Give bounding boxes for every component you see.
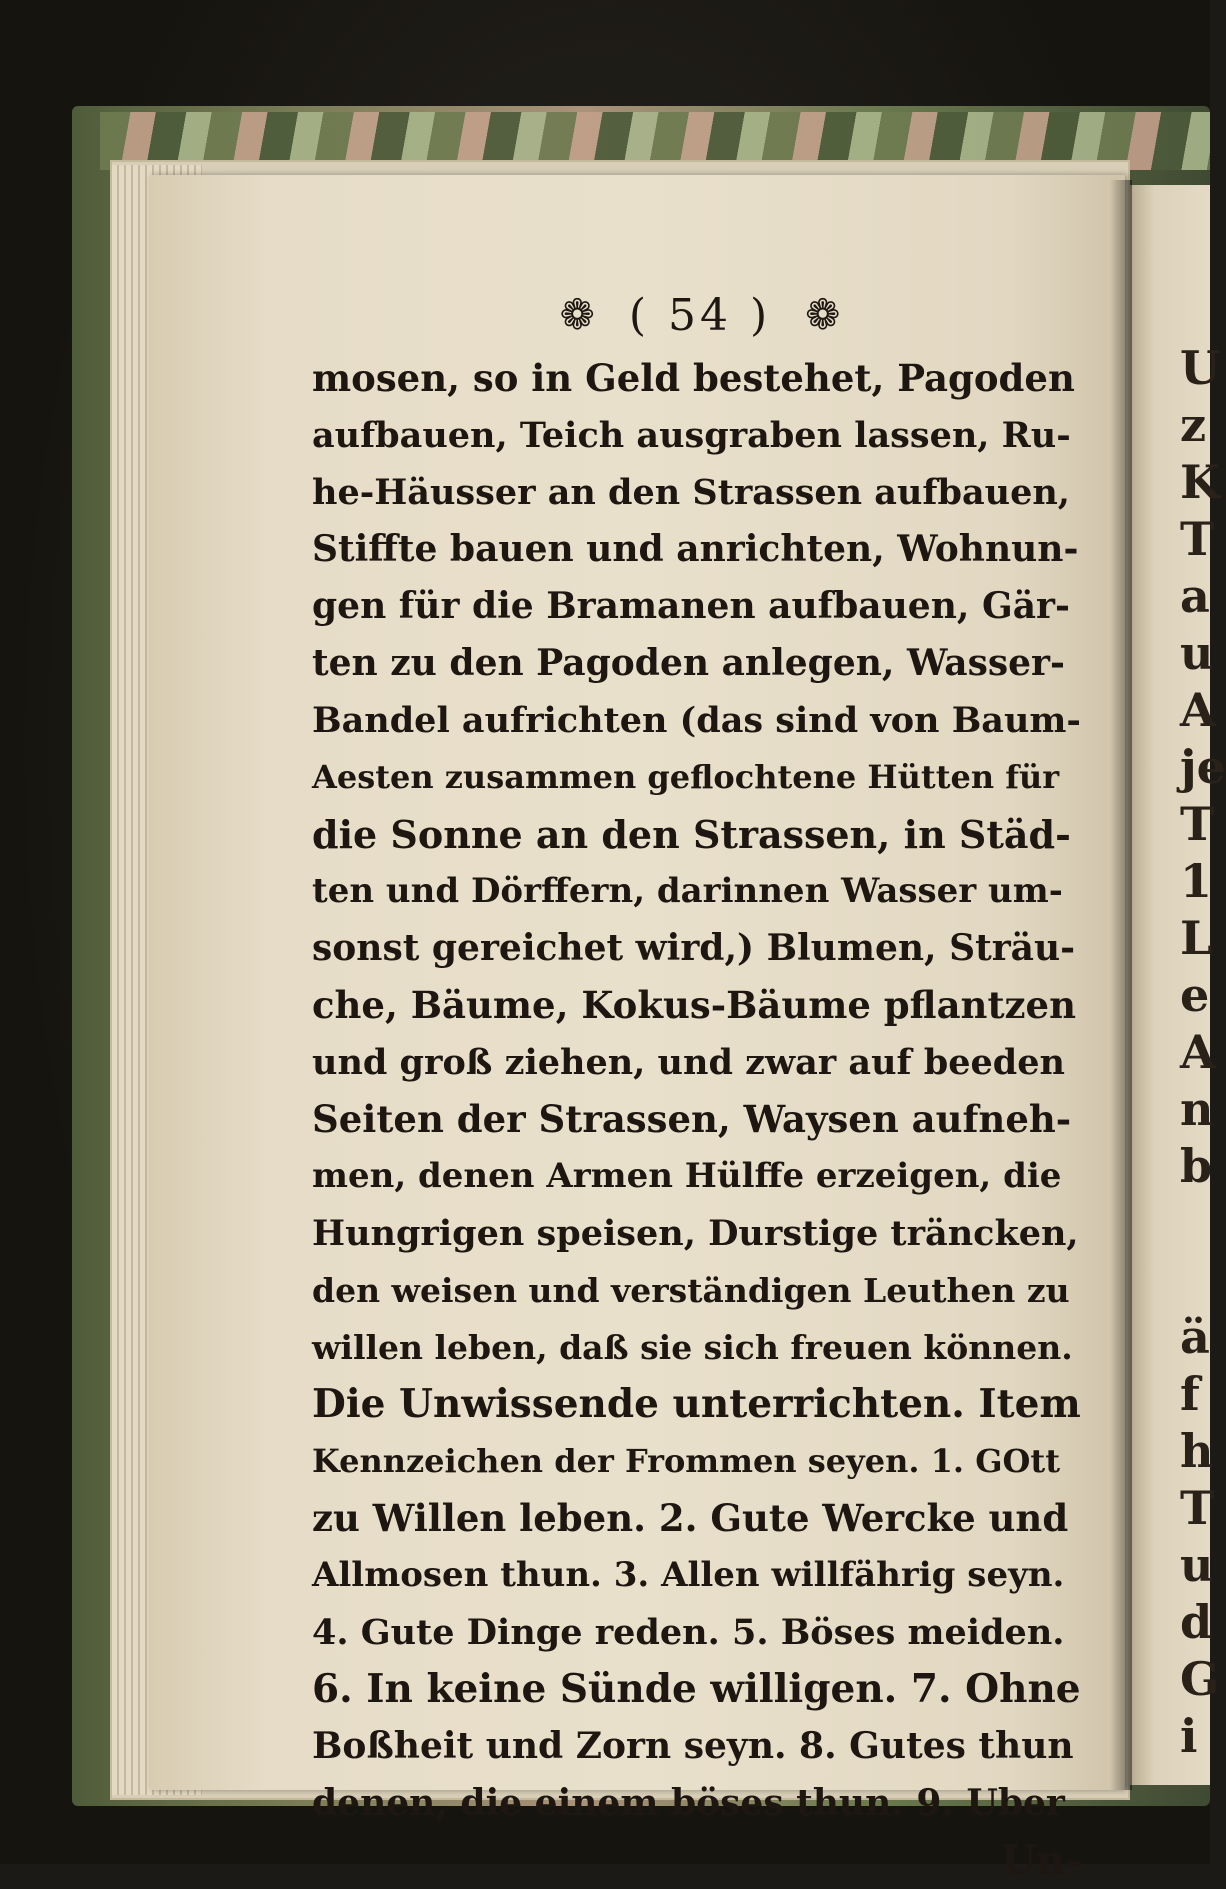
text-line: Hungrigen speisen, Durstige träncken,	[312, 1213, 1079, 1254]
text-line: Allmosen thun. 3. Allen willfährig seyn.	[312, 1555, 1065, 1595]
text-line: die Sonne an den Strassen, in Städ-	[312, 812, 1071, 857]
text-line: Kennzeichen der Frommen seyen. 1. GOtt	[312, 1442, 1060, 1480]
text-line: aufbauen, Teich ausgraben lassen, Ru-	[312, 415, 1071, 456]
catchword: Un-	[1001, 1837, 1082, 1884]
text-line: 4. Gute Dinge reden. 5. Böses meiden.	[312, 1612, 1065, 1653]
text-line: Die Unwissende unterrichten. Item	[312, 1381, 1081, 1427]
facing-page-text: U z K T a u A je T 1 L e A n b ä f h T u d G i	[1180, 341, 1226, 1763]
page-number: ( 54 )	[628, 289, 772, 341]
flower-ornament-icon: ❁	[805, 290, 841, 339]
text-line: Stiffte bauen und anrichten, Wohnun-	[312, 528, 1079, 570]
text-line: ten zu den Pagoden anlegen, Wasser-	[312, 642, 1065, 684]
text-line: den weisen und verständigen Leuthen zu	[312, 1271, 1070, 1310]
gutter-shadow	[1110, 180, 1132, 1790]
text-line: che, Bäume, Kokus-Bäume pflantzen	[312, 983, 1076, 1027]
text-line: he-Häusser an den Strassen aufbauen,	[312, 472, 1070, 513]
text-line: gen für die Bramanen aufbauen, Gär-	[312, 585, 1070, 627]
text-line: sonst gereichet wird,) Blumen, Sträu-	[312, 927, 1076, 969]
text-line: und groß ziehen, und zwar auf beeden	[312, 1042, 1065, 1083]
text-line: zu Willen leben. 2. Gute Wercke und	[312, 1496, 1069, 1540]
text-line: ten und Dörffern, darinnen Wasser um-	[312, 871, 1063, 911]
text-line: mosen, so in Geld bestehet, Pagoden	[312, 356, 1075, 400]
text-line: Boßheit und Zorn seyn. 8. Gutes thun	[312, 1725, 1074, 1767]
page-header	[520, 280, 880, 350]
flower-ornament-icon: ❁	[559, 290, 595, 339]
text-line: denen, die einem böses thun. 9. Uber	[312, 1782, 1065, 1824]
text-line: men, denen Armen Hülffe erzeigen, die	[312, 1156, 1062, 1196]
text-line: Seiten der Strassen, Waysen aufneh-	[312, 1097, 1072, 1141]
text-line: Bandel aufrichten (das sind von Baum-	[312, 700, 1081, 741]
text-line: willen leben, daß sie sich freuen können.	[312, 1328, 1073, 1367]
text-line: Aesten zusammen geflochtene Hütten für	[312, 758, 1060, 796]
page-text	[312, 350, 1082, 1889]
text-line: 6. In keine Sünde willigen. 7. Ohne	[312, 1666, 1081, 1712]
